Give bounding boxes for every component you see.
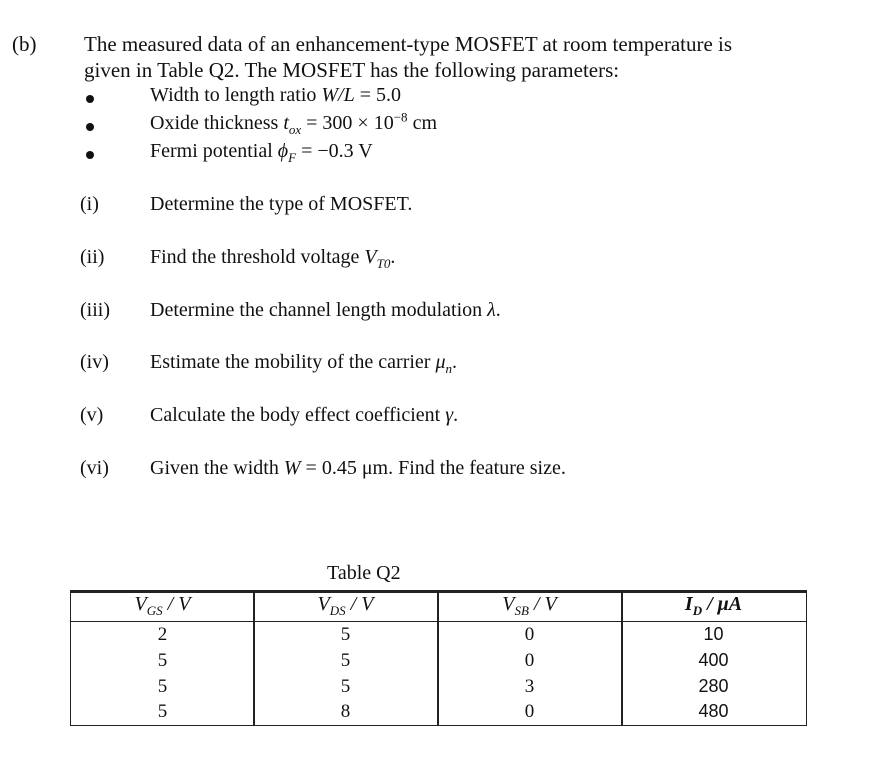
table-cell: 3 (524, 676, 535, 697)
parameter-wl: Width to length ratio W/L = 5.0 (150, 84, 402, 106)
part-label: (b) (12, 32, 37, 56)
table-cell: 5 (340, 676, 351, 697)
data-table (70, 590, 807, 726)
bullet-icon (86, 151, 94, 159)
question-number: (iii) (80, 299, 110, 321)
table-cell: 5 (157, 676, 168, 697)
parameter-fermi: Fermi potential $\phi_F = -0.3$ V (150, 140, 373, 165)
question-text: Calculate the body effect coefficient γ. (150, 404, 459, 426)
parameter-tox: Oxide thickness $t_{ox} = 300 \times 10^{-8}$ cm (150, 109, 437, 137)
intro-line-1: The measured data of an enhancement-type MOSFET at room temperature is (84, 32, 733, 56)
table-cell: 5 (340, 624, 351, 645)
header-id: $I_D$ / μA (684, 593, 743, 618)
table-cell: 400 (698, 650, 729, 670)
table-cell: 0 (524, 701, 535, 722)
table-cell: 0 (524, 650, 535, 671)
question-number: (vi) (80, 457, 109, 479)
question-number: (ii) (80, 246, 105, 268)
question-number: (iv) (80, 351, 109, 373)
table-cell: 5 (157, 701, 168, 722)
table-caption: Table Q2 (327, 562, 401, 584)
question-text: Determine the type of MOSFET. (150, 193, 413, 215)
table-cell: 8 (340, 701, 351, 722)
question-text: Find the threshold voltage $V_{T0}$. (150, 246, 396, 271)
table-cell: 2 (157, 624, 168, 645)
bullet-icon (86, 95, 94, 103)
question-text: Given the width W = 0.45 μm. Find the feature size. (150, 457, 566, 479)
question-number: (i) (80, 193, 99, 215)
question-number: (v) (80, 404, 104, 426)
bullet-icon (86, 123, 94, 131)
table-cell: 280 (698, 676, 729, 696)
table-cell: 10 (703, 624, 724, 644)
header-vsb: $V_{SB}$ / V (502, 593, 557, 618)
table-cell: 0 (524, 624, 535, 645)
table-cell: 5 (157, 650, 168, 671)
question-text: Estimate the mobility of the carrier $\mu_n$. (150, 351, 458, 376)
table-cell: 480 (698, 701, 729, 721)
header-vds: $V_{DS}$ / V (317, 593, 374, 618)
question-text: Determine the channel length modulation λ. (150, 299, 501, 321)
table-cell: 5 (340, 650, 351, 671)
header-vgs: $V_{GS}$ / V (134, 593, 191, 618)
intro-line-2: given in Table Q2. The MOSFET has the following parameters: (84, 58, 620, 82)
